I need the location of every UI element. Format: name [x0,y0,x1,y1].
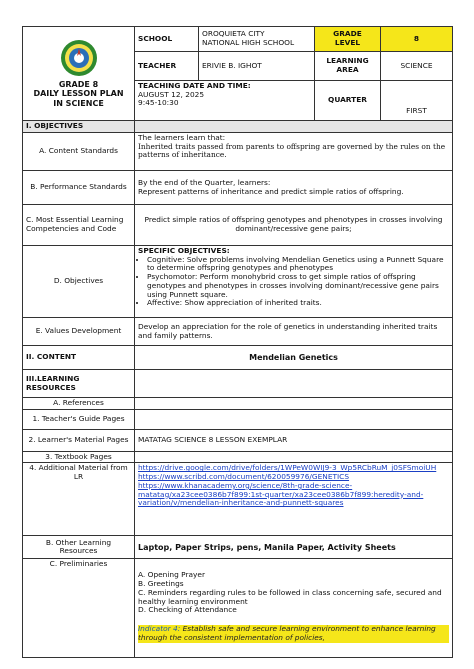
other-resources-label: B. Other Learning Resources [23,536,135,559]
khanacademy-link[interactable]: https://www.khanacademy.org/science/8th-grade-science-matatag/xa23cee0386b7f899:1st-quarter/xa23cee0386b7f899:heredity-and-variation/v/mendelian-inheritance-and-punnett-squares [138,480,424,508]
specific-objectives-cell: SPECIFIC OBJECTIVES: • Cognitive: Solve problems involving Mendelian Genetics using a Punnett Square to determine offspring genotypes and phenotypes • Psychomotor: Perform monohybrid cross to get simple ratios of offspring genotypes and phenotypes in crosses involving dominant/recessive gene pairs using Punnett square. • Affective: Show appreciation of inherited traits. [135,246,453,318]
header-title-line3: IN SCIENCE [53,98,104,108]
other-resources-value: Laptop, Paper Strips, pens, Manila Paper, Activity Sheets [135,536,453,559]
list-item: • Cognitive: Solve problems involving Mendelian Genetics using a Punnett Square to determine offspring genotypes and phenotypes [147,256,449,273]
learners-material-label: 2. Learner's Material Pages [23,429,135,451]
content-value: Mendelian Genetics [135,346,453,370]
deped-seal-icon [26,39,131,77]
learners-material-value: MATATAG SCIENCE 8 LESSON EXEMPLAR [135,429,453,451]
values-label: E. Values Development [23,318,135,346]
learning-area-label: LEARNING AREA [315,52,381,81]
lesson-plan-table [22,26,453,658]
header-title-cell [23,27,135,121]
quarter-value: FIRST [381,81,453,121]
indicator-note: Indicator 4: Establish safe and secure learning environment to enhance learning through the consistent implementation of policies, [138,625,449,642]
drive-link[interactable]: https://drive.google.com/drive/folders/1WPeW0WIJ9-3_Wp5RCbRuM_j0SFSmoiUH [138,463,437,473]
objectives-label: D. Objectives [23,246,135,318]
content-heading: II. CONTENT [23,346,135,370]
school-value: OROQUIETA CITY NATIONAL HIGH SCHOOL [199,27,315,52]
performance-standards-cell: By the end of the Quarter, learners: Represent patterns of inheritance and predict simple ratios of offspring. [135,171,453,205]
preliminaries-cell [135,559,453,658]
list-item: B. Greetings [138,579,184,589]
scribd-link[interactable]: https://www.scribd.com/document/620059976/GENETICS [138,472,350,482]
grade-level-label: GRADE LEVEL [315,27,381,52]
learning-area-value: SCIENCE [381,52,453,81]
performance-standards-label: B. Performance Standards [23,171,135,205]
grade-level-value: 8 [381,27,453,52]
objectives-heading: I. OBJECTIVES [23,121,135,133]
references-label: A. References [23,398,135,410]
resources-heading: III.LEARNING RESOURCES [23,370,135,398]
melc-cell: Predict simple ratios of offspring genotypes and phenotypes in crosses involving dominant/recessive gene pairs; [135,205,453,246]
content-standards-label: A. Content Standards [23,133,135,171]
melc-label: C. Most Essential Learning Competencies and Code [23,205,135,246]
specific-objectives-list [138,256,449,308]
list-item: A. Opening Prayer [138,570,205,580]
textbook-label: 3. Textbook Pages [23,451,135,463]
list-item: • Affective: Show appreciation of inherited traits. [147,299,449,308]
content-standards-cell: The learners learn that: Inherited traits passed from parents to offspring are governed by the rules on the patterns of inheritance. [135,133,453,171]
teaching-date-cell: TEACHING DATE AND TIME: AUGUST 12, 2025 9:45-10:30 [135,81,315,121]
values-cell: Develop an appreciation for the role of genetics in understanding inherited traits and family patterns. [135,318,453,346]
additional-material-label: 4. Additional Material from LR [23,463,135,536]
header-title-line1: GRADE 8 [58,79,99,89]
list-item: • Psychomotor: Perform monohybrid cross to get simple ratios of offspring genotypes and phenotypes in crosses involving dominant/recessive gene pairs using Punnett square. [147,273,449,299]
school-label: SCHOOL [135,27,199,52]
teacher-value: ERIVIE B. IGHOT [199,52,315,81]
header-title-line2: DAILY LESSON PLAN [33,89,124,99]
list-item: C. Reminders regarding rules to be followed in class concerning safe, secured and healthy learning environment [138,587,442,606]
teachers-guide-label: 1. Teacher's Guide Pages [23,409,135,429]
additional-material-links [135,463,453,536]
quarter-label: QUARTER [315,81,381,121]
teacher-label: TEACHER [135,52,199,81]
list-item: D. Checking of Attendance [138,605,237,615]
preliminaries-label: C. Preliminaries [23,559,135,658]
lesson-plan-page [22,26,452,658]
